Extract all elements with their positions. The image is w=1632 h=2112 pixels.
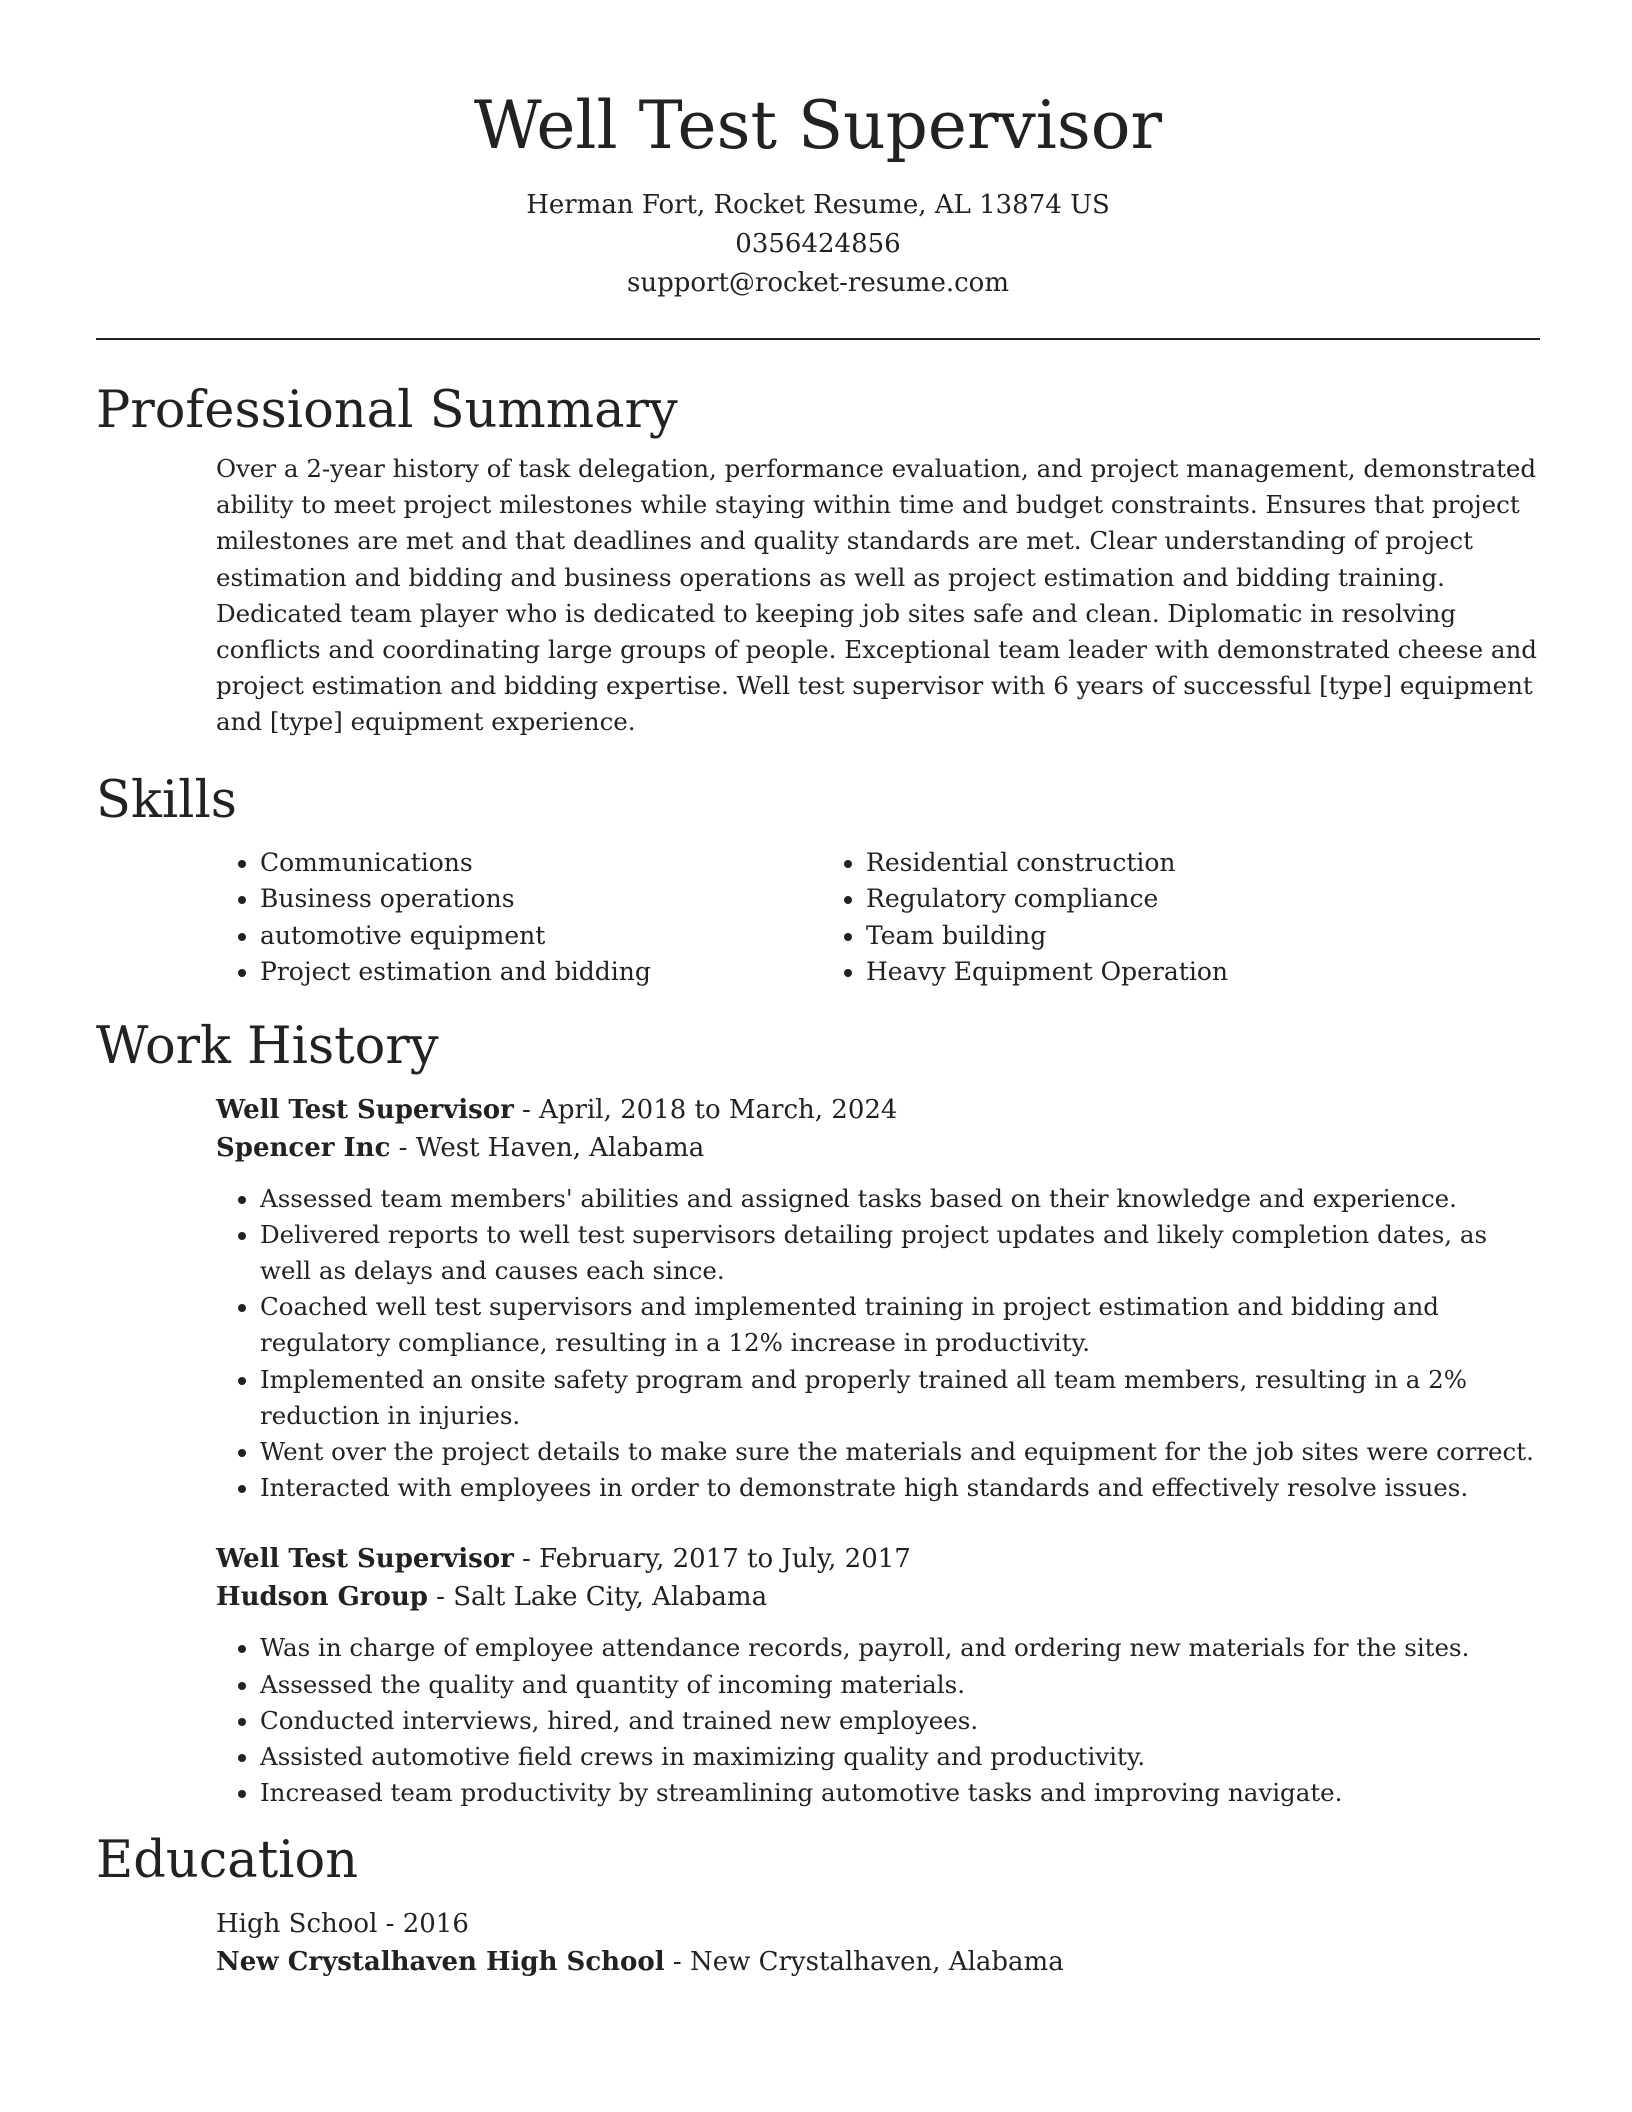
job-entry: [216, 1540, 1540, 1811]
skill-item: • Project estimation and bidding: [260, 954, 822, 991]
job-entry: [216, 1091, 1540, 1507]
summary-text: Over a 2-year history of task delegation, performance evaluation, and project management, demonstrated ability to meet project milestones while staying within time and budget constraints. Ensures that project milestones are met and that deadlines and quality standards are met. Clear understanding of project estimation and bidding and business operations as well as project estimation and bidding training. Dedicated team player who is dedicated to keeping job sites safe and clean. Diplomatic in resolving conflicts and coordinating large groups of people. Exceptional team leader with demonstrated cheese and project estimation and bidding expertise. Well test supervisor with 6 years of successful [type] equipment and [type] equipment experience.: [216, 454, 1537, 737]
skills-section: [96, 769, 1540, 991]
job-bullets: [216, 1181, 1540, 1507]
summary-section: [96, 379, 1540, 741]
job-location: - West Haven, Alabama: [390, 1132, 705, 1163]
job-bullet: • Conducted interviews, hired, and trained new employees.: [260, 1703, 1540, 1739]
job-bullet: • Went over the project details to make sure the materials and equipment for the job sites were correct.: [260, 1434, 1540, 1470]
job-company-line: [216, 1578, 1540, 1616]
job-bullet: • Assisted automotive field crews in maximizing quality and productivity.: [260, 1739, 1540, 1775]
job-company-line: [216, 1129, 1540, 1167]
job-location: - Salt Lake City, Alabama: [427, 1582, 768, 1613]
education-school: New Crystalhaven High School: [216, 1947, 665, 1978]
skills-grid: [216, 845, 1540, 991]
job-bullets: [216, 1630, 1540, 1811]
skill-item: • Regulatory compliance: [866, 881, 1428, 918]
resume-header: [96, 0, 1540, 303]
education-location: - New Crystalhaven, Alabama: [664, 1947, 1064, 1978]
job-dates: - February, 2017 to July, 2017: [513, 1544, 911, 1575]
education-degree-line: [216, 1905, 1540, 1943]
resume-title: Well Test Supervisor: [473, 87, 1163, 164]
work-section: [96, 1015, 1540, 1812]
education-school-line: [216, 1943, 1540, 1981]
skill-item: • Team building: [866, 918, 1428, 955]
skills-column-left: [216, 845, 822, 991]
skills-heading: Skills: [96, 770, 237, 830]
skill-item: • Business operations: [260, 881, 822, 918]
job-bullet: • Assessed team members' abilities and assigned tasks based on their knowledge and experience.: [260, 1181, 1540, 1217]
contact-phone: 0356424856: [735, 229, 901, 259]
skill-item: • Heavy Equipment Operation: [866, 954, 1428, 991]
job-bullet: • Increased team productivity by streamlining automotive tasks and improving navigate.: [260, 1775, 1540, 1811]
job-company: Hudson Group: [216, 1582, 428, 1613]
job-company: Spencer Inc: [216, 1132, 391, 1163]
job-title: Well Test Supervisor: [216, 1094, 514, 1125]
contact-address: Herman Fort, Rocket Resume, AL 13874 US: [526, 190, 1110, 220]
skill-item: • Communications: [260, 845, 822, 882]
contact-block: [96, 186, 1540, 303]
job-bullet: • Implemented an onsite safety program and properly trained all team members, resulting in a 2% reduction in injuries.: [260, 1362, 1540, 1434]
skill-item: • automotive equipment: [260, 918, 822, 955]
job-bullet: • Assessed the quality and quantity of incoming materials.: [260, 1667, 1540, 1703]
job-bullet: • Interacted with employees in order to demonstrate high standards and effectively resolve issues.: [260, 1470, 1540, 1506]
job-bullet: • Coached well test supervisors and implemented training in project estimation and bidding and regulatory compliance, resulting in a 12% increase in productivity.: [260, 1289, 1540, 1361]
education-entry: [216, 1905, 1540, 1981]
job-title: Well Test Supervisor: [216, 1544, 514, 1575]
summary-heading: Professional Summary: [96, 381, 678, 440]
header-divider: [96, 338, 1540, 340]
resume-page: [96, 0, 1540, 1981]
job-title-line: [216, 1091, 1540, 1129]
education-section: [96, 1829, 1540, 1981]
skills-column-right: [822, 845, 1428, 991]
contact-email: support@rocket-resume.com: [626, 268, 1009, 298]
education-year: - 2016: [377, 1909, 469, 1940]
skill-item: • Residential construction: [866, 845, 1428, 882]
job-bullet: • Delivered reports to well test supervisors detailing project updates and likely completion dates, as well as delays and causes each since.: [260, 1217, 1540, 1289]
education-heading: Education: [96, 1831, 359, 1891]
work-heading: Work History: [96, 1016, 439, 1076]
education-degree: High School: [216, 1909, 378, 1940]
job-bullet: • Was in charge of employee attendance records, payroll, and ordering new materials for the sites.: [260, 1630, 1540, 1666]
job-title-line: [216, 1540, 1540, 1578]
job-dates: - April, 2018 to March, 2024: [513, 1094, 898, 1125]
